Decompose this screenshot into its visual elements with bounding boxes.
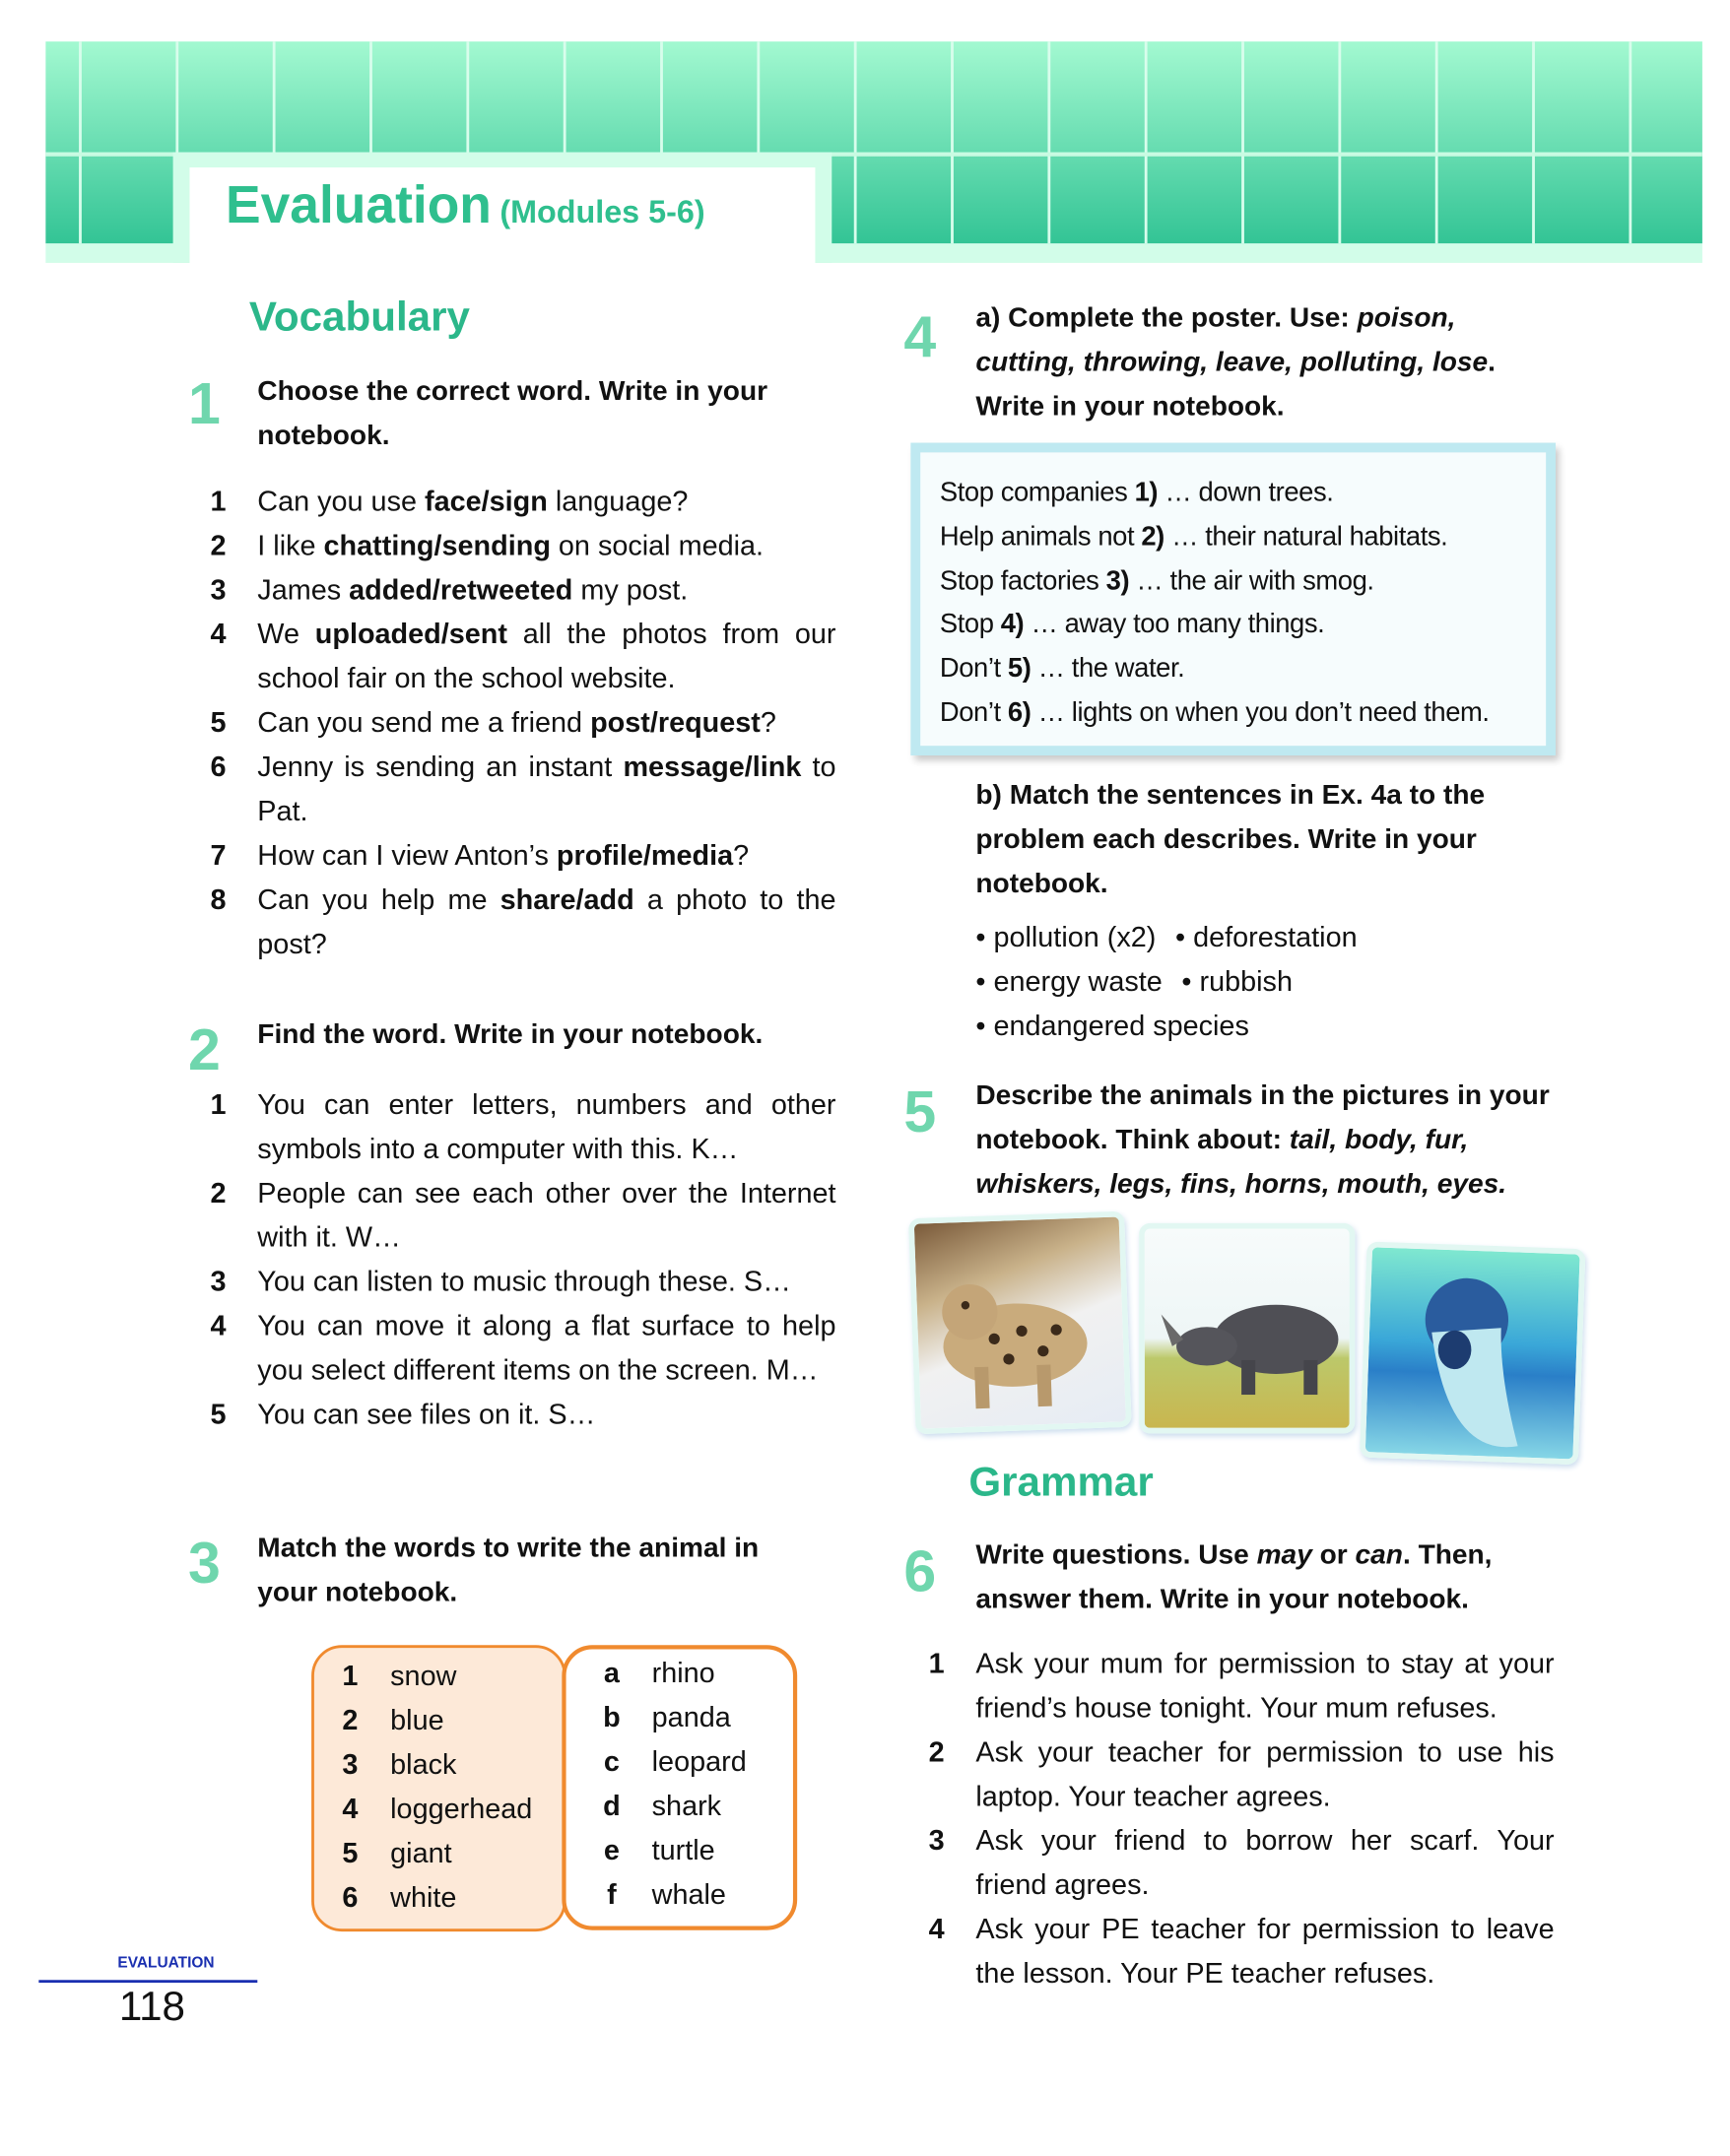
item-text	[257, 480, 835, 524]
emphasized-text: 2)	[1141, 521, 1164, 553]
text-segment: You can move it along a flat surface to help you select different items on the screen. M…	[257, 1310, 836, 1387]
match-item	[588, 1873, 747, 1918]
item-number: 1	[210, 1088, 227, 1121]
poster-line	[940, 472, 1546, 516]
item-number: 6	[210, 751, 227, 784]
exercise-4b-instruction: b) Match the sentences in Ex. 4a to the problem each describes. Write in your notebook.	[975, 780, 1486, 900]
item-number: 5	[210, 1399, 227, 1431]
item-number: 1	[928, 1648, 945, 1680]
beluga-whale-photo	[1360, 1242, 1585, 1466]
match-key: 3	[342, 1748, 359, 1781]
match-key: 4	[342, 1793, 359, 1825]
poster-line	[940, 604, 1546, 648]
match-key: c	[603, 1745, 620, 1779]
exercise-3-instruction: Match the words to write the animal in your notebook.	[257, 1533, 760, 1608]
match-item	[588, 1696, 747, 1740]
emphasized-text: may	[1256, 1539, 1312, 1571]
text-segment: a photo to the post?	[257, 883, 836, 960]
grid-line	[79, 41, 82, 243]
match-word: black	[390, 1748, 457, 1781]
match-word: rhino	[651, 1657, 715, 1690]
text-segment: Ask your teacher for permission to use his laptop. Your teacher agrees.	[975, 1736, 1555, 1813]
exercise-4a-instruction	[975, 296, 1529, 429]
list-item	[211, 1261, 836, 1305]
bullet-item: • endangered species	[975, 1010, 1249, 1042]
bullet-row	[975, 916, 1376, 960]
emphasized-text: 5)	[1007, 653, 1031, 685]
item-text	[975, 1642, 1554, 1731]
exercise-number: 3	[188, 1530, 221, 1596]
match-word: blue	[390, 1704, 444, 1737]
grid-line	[1629, 41, 1631, 243]
rhino-illustration	[1145, 1228, 1350, 1427]
exercise-1-list	[211, 480, 836, 966]
text-segment: … lights on when you don’t need them.	[1031, 696, 1490, 728]
exercise-number: 6	[903, 1538, 937, 1604]
text-segment: Jenny is sending an instant	[257, 751, 624, 784]
list-item	[929, 1908, 1555, 1996]
item-number: 4	[210, 1310, 227, 1342]
list-item	[211, 1305, 836, 1394]
text-segment: to Pat.	[257, 751, 836, 828]
list-item	[211, 480, 836, 524]
match-word: giant	[390, 1837, 452, 1869]
exercise-2-list	[211, 1083, 836, 1438]
text-segment: You can listen to music through these. S…	[257, 1266, 791, 1298]
emphasized-text: 3)	[1105, 564, 1130, 596]
item-number: 1	[210, 486, 227, 518]
bullet-row	[975, 960, 1376, 1005]
match-key: b	[603, 1701, 621, 1734]
match-key: d	[603, 1790, 621, 1823]
match-word: leopard	[651, 1745, 747, 1779]
whale-illustration	[1365, 1247, 1580, 1459]
text-segment: … down trees.	[1158, 477, 1334, 508]
footer-label: EVALUATION	[117, 1954, 215, 1972]
emphasized-text: can	[1355, 1539, 1403, 1571]
exercise-6-instruction	[975, 1534, 1557, 1622]
text-segment: Stop factories	[939, 564, 1106, 596]
poster-lines	[920, 452, 1546, 736]
list-item	[211, 613, 836, 701]
text-segment: You can see files on it. S…	[257, 1399, 596, 1431]
list-item	[929, 1642, 1555, 1731]
emphasized-text: 1)	[1134, 477, 1159, 508]
item-number: 3	[210, 1266, 227, 1298]
match-item	[327, 1743, 533, 1788]
match-word: turtle	[651, 1834, 715, 1867]
exercise-5-instruction	[975, 1074, 1557, 1207]
text-segment: all the photos from our school fair on the school website.	[257, 618, 836, 695]
text-segment: I like	[257, 530, 324, 562]
match-item	[588, 1652, 747, 1696]
text-segment: Can you help me	[257, 883, 500, 916]
poster-line	[940, 516, 1546, 560]
page-number: 118	[118, 1984, 186, 2030]
grid-line	[854, 41, 857, 243]
text-segment: Help animals not	[939, 521, 1142, 553]
grid-line	[1532, 41, 1535, 243]
text-segment: … the air with smog.	[1129, 564, 1374, 596]
item-text	[257, 879, 835, 967]
list-item	[211, 568, 836, 613]
grid-line	[951, 41, 954, 243]
match-key: 6	[342, 1881, 359, 1914]
list-item	[929, 1819, 1555, 1908]
match-item	[327, 1788, 533, 1832]
text-segment: Stop	[939, 609, 1001, 640]
match-item	[327, 1699, 533, 1743]
grid-line	[1145, 41, 1148, 243]
poster-line	[940, 691, 1546, 736]
text-segment: … their natural habitats.	[1164, 521, 1448, 553]
text-segment: my post.	[572, 573, 689, 607]
grid-line	[1435, 41, 1438, 243]
poster-line	[940, 559, 1546, 604]
exercise-number: 2	[188, 1016, 221, 1082]
item-number: 2	[928, 1736, 945, 1769]
text-segment: Write questions. Use	[975, 1539, 1257, 1571]
grid-line	[1241, 41, 1244, 243]
match-word: loggerhead	[390, 1793, 533, 1825]
text-segment: Don’t	[939, 696, 1008, 728]
list-item	[929, 1731, 1555, 1819]
rhino-photo	[1139, 1223, 1355, 1434]
emphasized-text: profile/media	[556, 839, 734, 873]
item-text	[257, 1083, 835, 1172]
snow-leopard-photo	[908, 1211, 1132, 1435]
item-number: 5	[210, 706, 227, 740]
match-item	[588, 1740, 747, 1785]
item-number: 2	[210, 1177, 227, 1209]
item-number: 3	[928, 1824, 945, 1858]
emphasized-text: 4)	[1000, 609, 1025, 640]
page-subtitle: (Modules 5-6)	[499, 193, 705, 230]
list-item	[211, 1172, 836, 1261]
text-segment: … away too many things.	[1024, 609, 1325, 640]
match-item	[327, 1832, 533, 1876]
exercise-number: 4	[903, 304, 937, 370]
text-segment: We	[257, 618, 315, 651]
text-segment: . Write in your notebook.	[975, 347, 1496, 423]
match-item	[588, 1785, 747, 1829]
text-segment: Stop companies	[939, 477, 1135, 508]
text-segment: a) Complete the poster. Use:	[975, 302, 1358, 334]
exercise-2-instruction: Find the word. Write in your notebook.	[257, 1019, 764, 1051]
problem-bullets	[975, 916, 1376, 1049]
item-text	[975, 1908, 1554, 1996]
text-segment: or	[1311, 1539, 1356, 1571]
bullet-item: • energy waste	[975, 965, 1163, 998]
item-text	[257, 568, 835, 613]
match-word: panda	[651, 1701, 731, 1734]
item-text	[257, 834, 835, 879]
match-key: 2	[342, 1704, 359, 1737]
emphasized-text: 6)	[1007, 696, 1031, 728]
item-number: 3	[210, 573, 227, 607]
item-text	[257, 1305, 835, 1394]
match-word: white	[390, 1881, 457, 1914]
text-segment: Describe the animals in the pictures in your notebook. Think about:	[975, 1080, 1550, 1156]
match-key: f	[607, 1878, 617, 1912]
match-key: 5	[342, 1837, 359, 1869]
bullet-item: • rubbish	[1181, 965, 1293, 998]
text-segment: ?	[760, 706, 776, 740]
match-word: shark	[651, 1790, 722, 1823]
item-text	[975, 1731, 1554, 1819]
text-segment: James	[257, 573, 350, 607]
match-word: snow	[390, 1660, 457, 1693]
page-title-text: Evaluation	[225, 176, 492, 235]
item-text	[257, 613, 835, 701]
list-item	[211, 746, 836, 834]
text-segment: … the water.	[1031, 653, 1185, 685]
page-title	[226, 177, 705, 236]
list-item	[211, 879, 836, 967]
match-item	[327, 1655, 533, 1699]
text-segment: language?	[547, 486, 689, 518]
text-segment: People can see each other over the Internet with it. W…	[257, 1177, 836, 1254]
emphasized-text: face/sign	[425, 486, 548, 518]
match-item	[327, 1876, 533, 1921]
emphasized-text: post/request	[590, 706, 761, 740]
exercise-number: 5	[903, 1078, 937, 1144]
item-text	[257, 701, 835, 746]
emphasized-text: added/retweeted	[349, 573, 573, 607]
text-segment: How can I view Anton’s	[257, 839, 557, 873]
item-text	[257, 1172, 835, 1261]
exercise-number: 1	[188, 370, 221, 436]
match-key: e	[603, 1834, 620, 1867]
list-item	[211, 1083, 836, 1172]
poster-line	[940, 648, 1546, 692]
grid-line	[1047, 41, 1050, 243]
item-text	[975, 1819, 1554, 1908]
item-text	[257, 1394, 835, 1438]
grid-line	[1338, 41, 1341, 243]
text-segment: on social media.	[550, 530, 765, 562]
list-item	[211, 524, 836, 568]
match-item	[588, 1829, 747, 1873]
emphasized-text: chatting/sending	[323, 530, 551, 562]
bullet-item: • deforestation	[1175, 921, 1358, 953]
text-segment: ?	[733, 839, 750, 873]
text-segment: Can you send me a friend	[257, 706, 591, 740]
text-segment: Ask your friend to borrow her scarf. Your friend agrees.	[975, 1824, 1555, 1902]
item-text	[257, 1261, 835, 1305]
match-word: whale	[651, 1878, 726, 1912]
item-number: 4	[928, 1913, 945, 1946]
item-number: 2	[210, 530, 227, 562]
emphasized-text: share/add	[499, 883, 634, 916]
section-heading-vocabulary: Vocabulary	[248, 294, 470, 341]
item-number: 4	[210, 618, 227, 651]
emphasized-text: poison, cutting, throwing, leave, polluting, lose	[975, 302, 1489, 378]
poster-box	[910, 443, 1556, 755]
match-left-list	[327, 1655, 533, 1921]
item-number: 7	[210, 839, 227, 873]
list-item	[211, 701, 836, 746]
bullet-item: • pollution (x2)	[975, 921, 1157, 953]
bullet-row	[975, 1005, 1376, 1049]
leopard-illustration	[914, 1216, 1126, 1428]
emphasized-text: tail, body, fur, whiskers, legs, fins, horns, mouth, eyes.	[975, 1125, 1507, 1200]
section-heading-grammar: Grammar	[968, 1460, 1154, 1506]
item-text	[257, 746, 835, 834]
text-segment: Ask your mum for permission to stay at your friend’s house tonight. Your mum refuses.	[975, 1648, 1555, 1725]
list-item	[211, 834, 836, 879]
exercise-6-list	[929, 1642, 1555, 1996]
footer-divider	[38, 1980, 257, 1983]
text-segment: Ask your PE teacher for permission to leave the lesson. Your PE teacher refuses.	[975, 1913, 1555, 1991]
item-number: 8	[210, 883, 227, 916]
item-text	[257, 524, 835, 568]
emphasized-text: uploaded/sent	[314, 618, 507, 651]
match-key: a	[603, 1657, 620, 1690]
text-segment: You can enter letters, numbers and other symbols into a computer with this. K…	[257, 1088, 836, 1165]
exercise-1-instruction: Choose the correct word. Write in your notebook.	[257, 376, 768, 451]
match-key: 1	[342, 1660, 359, 1693]
text-segment: Don’t	[939, 653, 1008, 685]
match-right-list	[588, 1652, 747, 1918]
emphasized-text: message/link	[623, 751, 802, 784]
text-segment: . Then, answer them. Write in your notebook.	[975, 1539, 1493, 1615]
list-item	[211, 1394, 836, 1438]
text-segment: Can you use	[257, 486, 426, 518]
